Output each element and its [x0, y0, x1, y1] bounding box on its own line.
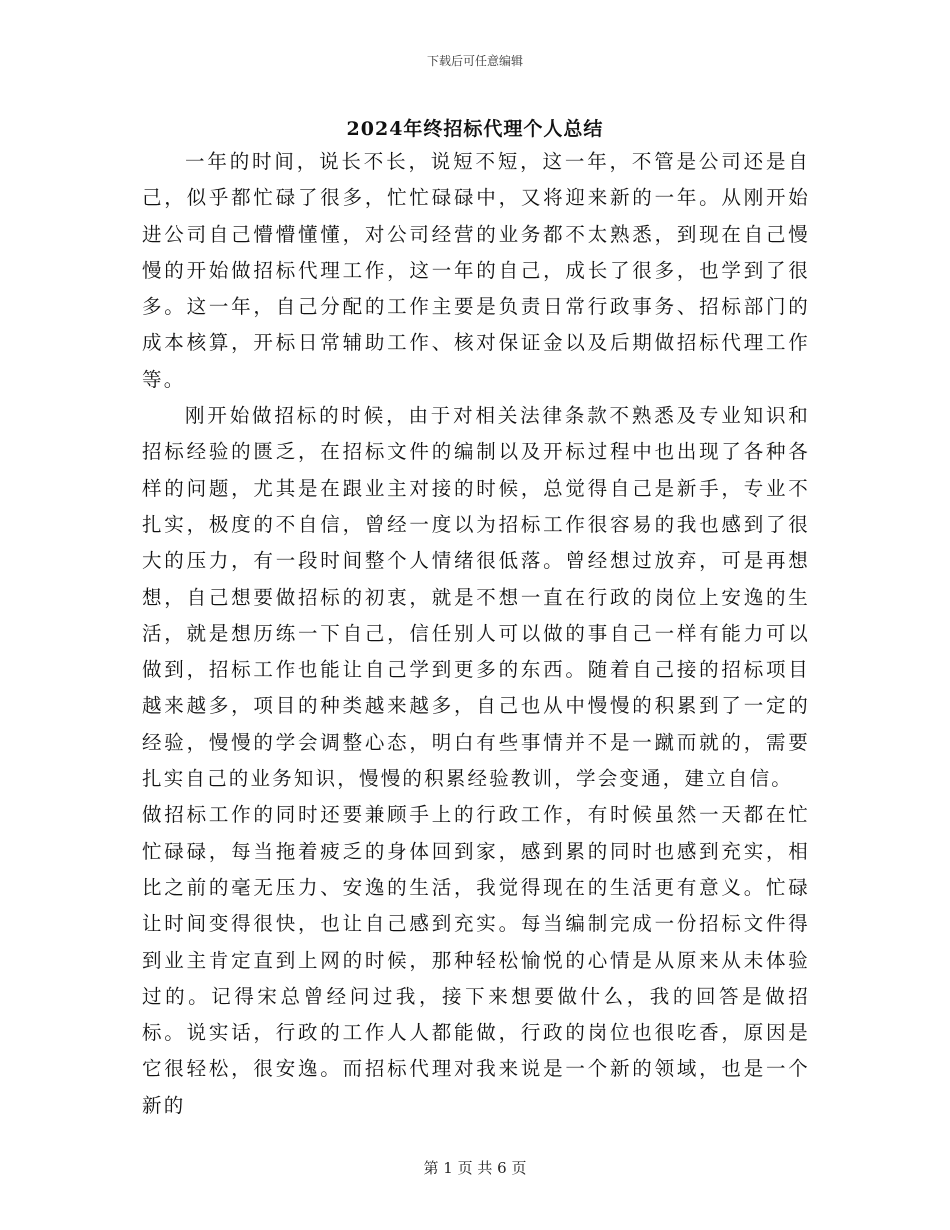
page-number: 第 1 页 共 6 页	[423, 1159, 527, 1177]
paragraph-3: 做招标工作的同时还要兼顾手上的行政工作，有时候虽然一天都在忙忙碌碌，每当拖着疲乏的身体回到家，感到累的同时也感到充实，相比之前的毫无压力、安逸的生活，我觉得现在的生活更有意义。忙碌让时间变得很快，也让自己感到充实。每当编制完成一份招标文件得到业主肯定直到上网的时候，那种轻松愉悦的心情是从原来从未体验过的。记得宋总曾经问过我，接下来想要做什么，我的回答是做招标。说实话，行政的工作人人都能做，行政的岗位也很吃香，原因是它很轻松，很安逸。而招标代理对我来说是一个新的领域，也是一个新的	[142, 803, 810, 1117]
header-note: 下载后可任意编辑	[426, 54, 523, 68]
document-body	[142, 144, 810, 1124]
paragraph-1: 一年的时间，说长不长，说短不短，这一年，不管是公司还是自己，似乎都忙碌了很多，忙忙碌碌中，又将迎来新的一年。从刚开始进公司自己懵懵懂懂，对公司经营的业务都不太熟悉，到现在自己慢慢的开始做招标代理工作，这一年的自己，成长了很多，也学到了很多。这一年，自己分配的工作主要是负责日常行政事务、招标部门的成本核算，开标日常辅助工作、核对保证金以及后期做招标代理工作等。	[142, 150, 810, 391]
document-title: 2024年终招标代理个人总结	[346, 118, 604, 140]
paragraph-2: 刚开始做招标的时候，由于对相关法律条款不熟悉及专业知识和招标经验的匮乏，在招标文件的编制以及开标过程中也出现了各种各样的问题，尤其是在跟业主对接的时候，总觉得自己是新手，专业不扎实，极度的不自信，曾经一度以为招标工作很容易的我也感到了很大的压力，有一段时间整个人情绪很低落。曾经想过放弃，可是再想想，自己想要做招标的初衷，就是不想一直在行政的岗位上安逸的生活，就是想历练一下自己，信任别人可以做的事自己一样有能力可以做到，招标工作也能让自己学到更多的东西。随着自己接的招标项目越来越多，项目的种类越来越多，自己也从中慢慢的积累到了一定的经验，慢慢的学会调整心态，明白有些事情并不是一蹴而就的，需要扎实自己的业务知识，慢慢的积累经验教训，学会变通，建立自信。	[142, 404, 810, 791]
